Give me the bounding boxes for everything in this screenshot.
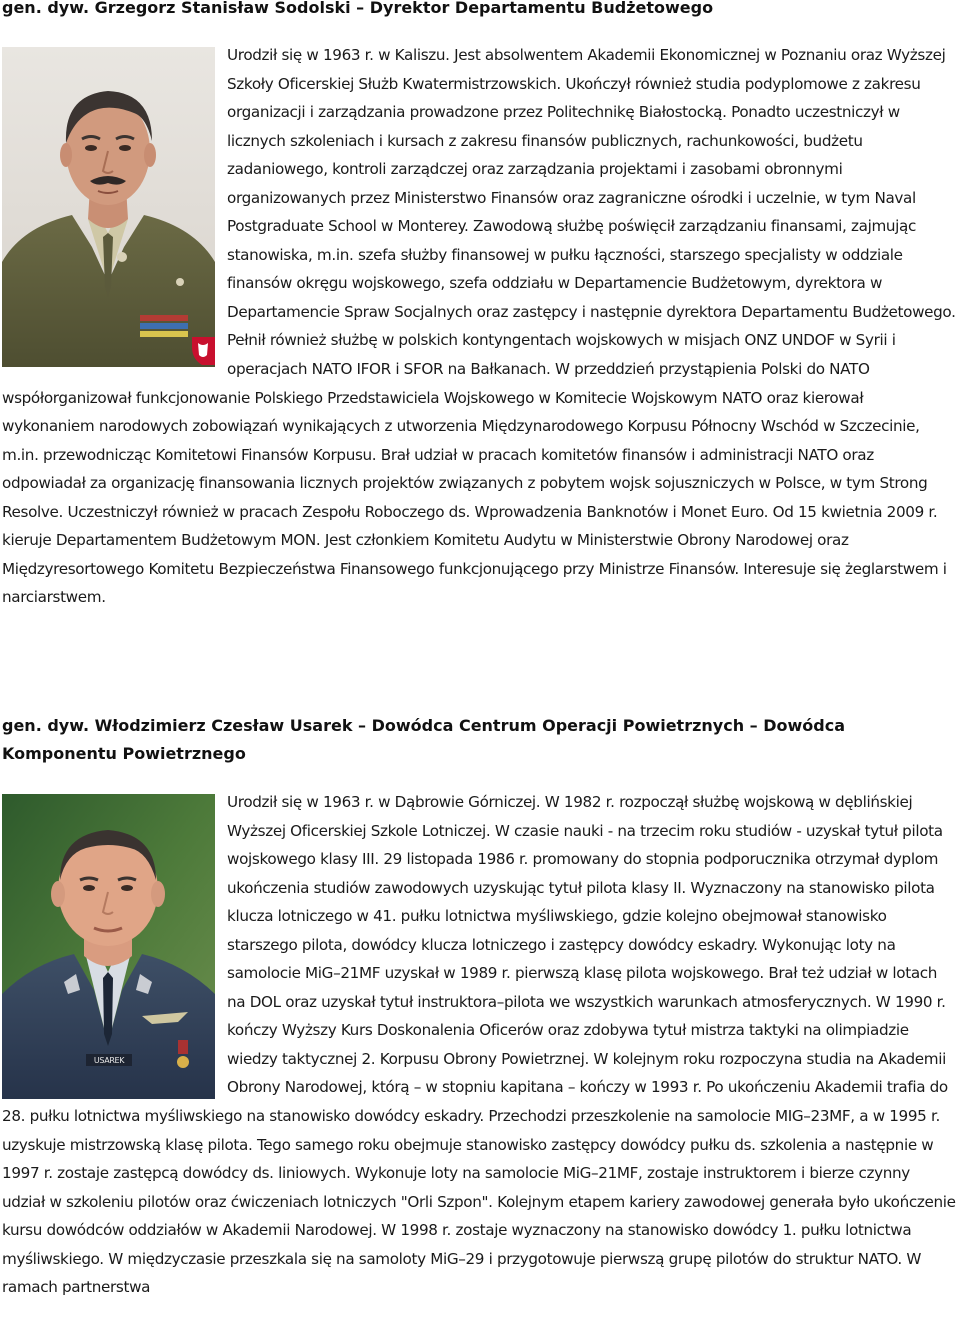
bio-usarek: [2, 788, 957, 1302]
bio-sodolski: [2, 41, 957, 612]
section-heading-usarek: gen. dyw. Włodzimierz Czesław Usarek – Dowódca Centrum Operacji Powietrznych – Dowódca Komponentu Powietrznego: [2, 716, 846, 763]
portrait-army-officer-image: [2, 47, 215, 367]
bio-text-usarek: Urodził się w 1963 r. w Dąbrowie Górniczej. W 1982 r. rozpoczął służbę wojskową w dęblińskiej Wyższej Oficerskiej Szkole Lotniczej. W czasie nauki - na trzecim roku studiów - uzyskał tytuł pilota wojskowego klasy III. 29 listopada 1986 r. promowany do stopnia podporucznika otrzymał dyplom ukończenia studiów zawodowych uzyskując tytuł pilota klasy II. Wyznaczony na stanowisko pilota klucza lotniczego w 41. pułku lotnictwa myśliwskiego, gdzie kolejno obejmował stanowisko starszego pilota, dowódcy klucza lotniczego i zastępcy dowódcy eskadry. Wykonując loty na samolocie MiG–21MF uzyskał w 1989 r. pierwszą klasę pilota wojskowego. Brał też udział w lotach na DOL oraz uzyskał tytuł instruktora–pilota we wszystkich warunkach atmosferycznych. W 1990 r. kończy Wyższy Kurs Doskonalenia Oficerów oraz zdobywa tytuł mistrza taktyki na olimpiadzie wiedzy taktycznej 2. Korpusu Obrony Powietrznej. W kolejnym roku rozpoczyna studia na Akademii Obrony Narodowej, którą – w stopniu kapitana – kończy w 1993 r. Po ukończeniu Akademii trafia do 28. pułku lotnictwa myśliwskiego na stanowisko dowódcy eskadry. Przechodzi przeszkolenie na samolocie MIG–23MF, a w 1995 r. uzyskuje mistrzowską klasę pilota. Tego samego roku obejmuje stanowisko zastępcy dowódcy pułku ds. szkolenia a następnie w 1997 r. zostaje zastępcą dowódcy ds. liniowych. Wykonuje loty na samolocie MiG–21MF, zostaje instruktorem i bierze czynny udział w szkoleniu pilotów oraz ćwiczeniach lotniczych "Orli Szpon". Kolejnym etapem kariery zawodowej generała było ukończenie kursu dowódców oddziałów w Akademii Narodowej. W 1998 r. zostaje wyznaczony na stanowisko dowódcy 1. pułku lotnictwa myśliwskiego. W międzyczasie przeszkala się na samoloty MiG–29 i przygotowuje pierwszą grupę pilotów do struktur NATO. W ramach partnerstwa: [2, 793, 956, 1297]
section-heading-sodolski: gen. dyw. Grzegorz Stanisław Sodolski – Dyrektor Departamentu Budżetowego: [2, 0, 714, 17]
portrait-photo-usarek: [2, 794, 215, 1099]
portrait-air-force-officer-image: [2, 794, 215, 1099]
bio-text-sodolski: Urodził się w 1963 r. w Kaliszu. Jest absolwentem Akademii Ekonomicznej w Poznaniu oraz Wyższej Szkoły Oficerskiej Służb Kwatermistrzowskich. Ukończył również studia podyplomowe z zakresu organizacji i zarządzania prowadzone przez Politechnikę Białostocką. Ponadto uczestniczył w licznych szkoleniach i kursach z zakresu finansów publicznych, rachunkowości, budżetu zadaniowego, kontroli zarządczej oraz zarządzania projektami i zasobami obronnymi organizowanych przez Ministerstwo Finansów oraz zagraniczne ośrodki i uczelnie, w tym Naval Postgraduate School w Monterey. Zawodową służbę poświęcił zarządzaniu finansami, zajmując stanowiska, m.in. szefa służby finansowej w pułku łączności, starszego specjalisty w oddziale finansów okręgu wojskowego, szefa oddziału w Departamencie Budżetowym, dyrektora w Departamencie Spraw Socjalnych oraz zastępcy i następnie dyrektora Departamentu Budżetowego. Pełnił również służbę w polskich kontyngentach wojskowych w misjach ONZ UNDOF w Syrii i operacjach NATO IFOR i SFOR na Bałkanach. W przeddzień przystąpienia Polski do NATO współorganizował funkcjonowanie Polskiego Przedstawiciela Wojskowego w Komitecie Wojskowym NATO oraz kierował wykonaniem narodowych zobowiązań wynikających z utworzenia Międzynarodowego Korpusu Północny Wschód w Szczecinie, m.in. przewodnicząc Komitetowi Finansów Korpusu. Brał udział w pracach komitetów finansów i administracji NATO oraz odpowiadał za organizację finansowania licznych projektów związanych z pobytem wojsk sojuszniczych w Polsce, w tym Strong Resolve. Uczestniczył również w pracach Zespołu Roboczego ds. Wprowadzenia Banknotów i Monet Euro. Od 15 kwietnia 2009 r. kieruje Departamentem Budżetowym MON. Jest członkiem Komitetu Audytu w Ministerstwie Obrony Narodowej oraz Międzyresortowego Komitetu Bezpieczeństwa Finansowego funkcjonującego przy Ministrze Finansów. Interesuje się żeglarstwem i narciarstwem.: [2, 46, 956, 607]
name-tag-text: USAREK: [93, 1056, 125, 1065]
portrait-photo-sodolski: [2, 47, 215, 367]
